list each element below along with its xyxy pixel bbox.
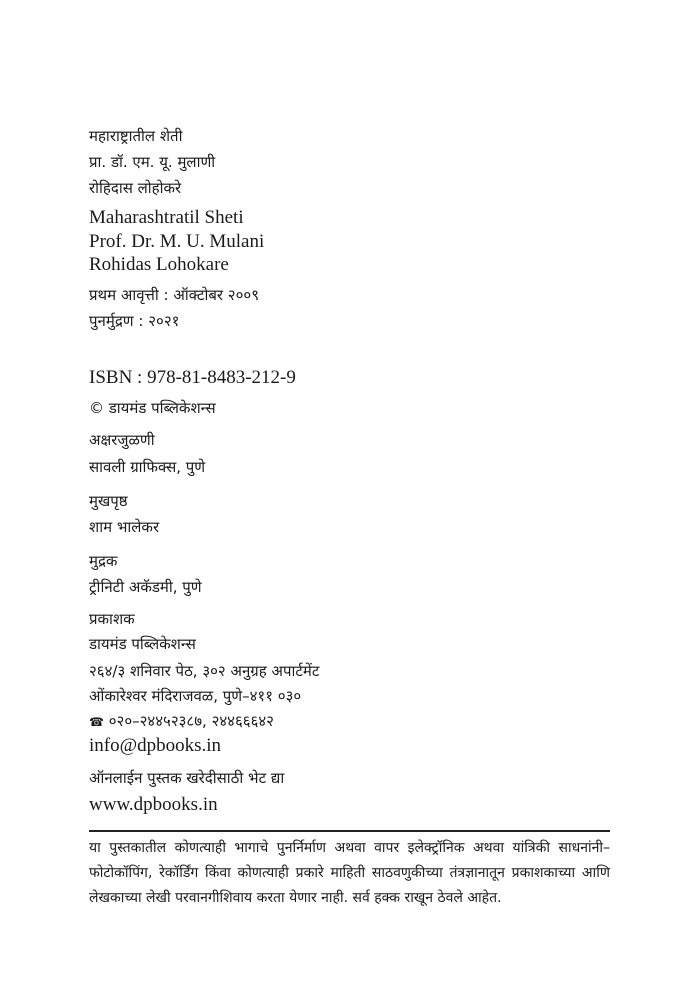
phone-icon: ☎ [89, 715, 104, 729]
book-title-english: Maharashtratil Sheti [89, 207, 244, 228]
author1-marathi: प्रा. डॉ. एम. यू. मुलाणी [89, 153, 216, 171]
address-line2: ओंकारेश्वर मंदिराजवळ, पुणे–४११ ०३० [89, 687, 302, 705]
divider [89, 830, 610, 832]
phone-numbers: ०२०–२४४५२३८७, २४४६६६४२ [108, 712, 274, 730]
copyright: © डायमंड पब्लिकेशन्स [89, 399, 216, 417]
online-purchase-text: ऑनलाईन पुस्तक खरेदीसाठी भेट द्या [89, 769, 285, 787]
isbn: ISBN : 978-81-8483-212-9 [89, 367, 296, 388]
address-line1: २६४/३ शनिवार पेठ, ३०२ अनुग्रह अपार्टमेंट [89, 662, 320, 680]
publisher-name: डायमंड पब्लिकेशन्स [89, 635, 196, 653]
first-edition: प्रथम आवृत्ती : ऑक्टोबर २००९ [89, 286, 260, 304]
cover-value: शाम भालेकर [89, 518, 160, 536]
cover-label: मुखपृष्ठ [89, 492, 128, 510]
author1-english: Prof. Dr. M. U. Mulani [89, 231, 265, 252]
phone-line [89, 714, 274, 729]
rights-notice: या पुस्तकातील कोणत्याही भागाचे पुनर्निर्माण अथवा वापर इलेक्ट्रॉनिक अथवा यांत्रिकी साधनांनी– फोटोकॉपिंग, रेकॉर्डिंग किंवा कोणत्याही प्रकारे माहिती साठवणुकीच्या तंत्रज्ञानातून प्रकाशकाच्या आणि लेखकाच्या लेखी परवानगीशिवाय करता येणार नाही. सर्व हक्क राखून ठेवले आहेत. [89, 840, 610, 906]
typesetting-value: सावली ग्राफिक्स, पुणे [89, 458, 206, 476]
book-title-marathi: महाराष्ट्रातील शेती [89, 127, 183, 145]
website-link[interactable]: www.dpbooks.in [89, 794, 218, 815]
author2-marathi: रोहिदास लोहोकरे [89, 179, 182, 197]
email[interactable]: info@dpbooks.in [89, 735, 222, 756]
reprint: पुनर्मुद्रण : २०२१ [89, 312, 180, 330]
printer-value: ट्रीनिटी अकॅडमी, पुणे [89, 578, 202, 596]
publisher-label: प्रकाशक [89, 610, 135, 628]
printer-label: मुद्रक [89, 552, 118, 570]
typesetting-label: अक्षरजुळणी [89, 431, 155, 449]
author2-english: Rohidas Lohokare [89, 254, 229, 275]
